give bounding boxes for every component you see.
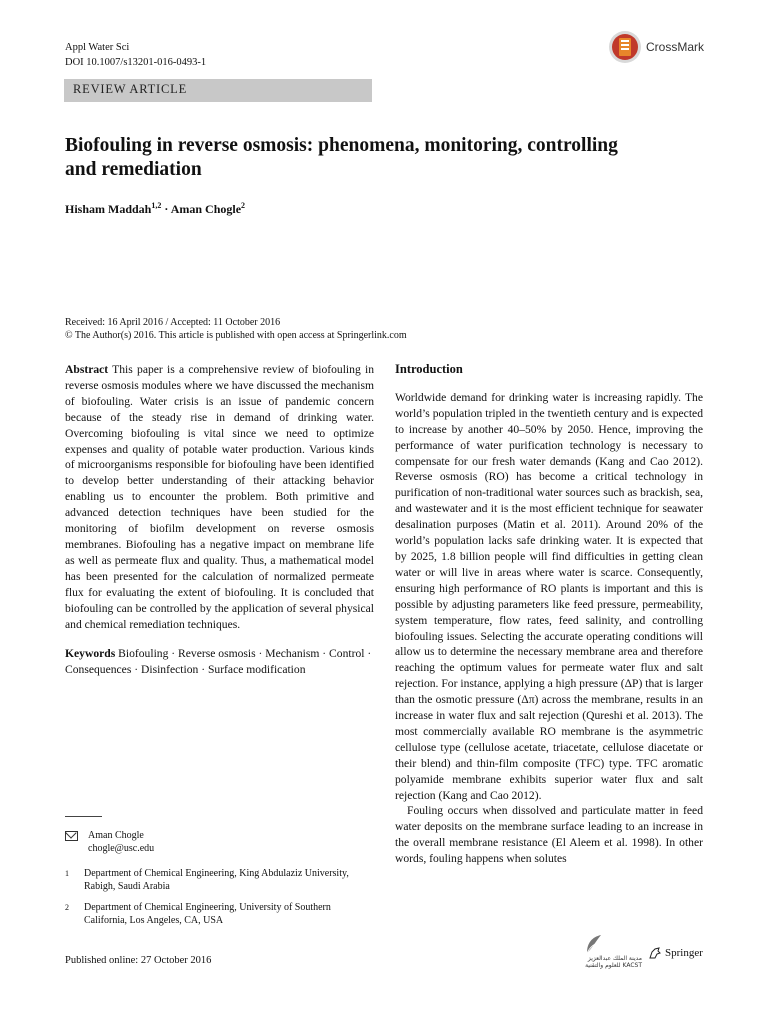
keywords-label: Keywords — [65, 647, 116, 661]
correspondence-email[interactable]: chogle@usc.edu — [88, 843, 155, 854]
crossmark-label: CrossMark — [646, 40, 705, 54]
keywords-text: Biofouling · Reverse osmosis · Mechanism · Control · Consequences · Disinfection · Surface modification — [65, 647, 372, 677]
author-1-affil: 1,2 — [151, 201, 162, 210]
abstract-label: Abstract — [65, 363, 109, 376]
author-separator: · — [161, 202, 171, 216]
crossmark-icon — [608, 30, 642, 64]
correspondence — [65, 829, 154, 855]
author-1[interactable]: Hisham Maddah — [65, 202, 152, 216]
abstract — [65, 362, 374, 632]
affiliation-1 — [65, 867, 354, 893]
journal-name: Appl Water Sci — [65, 42, 130, 53]
kacst-text: مدينة الملك عبدالعزيز للعلوم والتقنية KACST — [585, 955, 642, 969]
crossmark-badge[interactable] — [608, 30, 704, 64]
keywords — [65, 646, 374, 678]
springer-label: Springer — [665, 947, 703, 959]
article-type-bar — [64, 79, 372, 102]
kacst-logo — [582, 933, 642, 969]
license-note: © The Author(s) 2016. This article is published with open access at Springerlink.com — [65, 330, 407, 341]
springer-horse-icon — [648, 946, 662, 960]
correspondence-name: Aman Chogle — [88, 830, 144, 841]
affiliation-number: 2 — [65, 903, 69, 912]
right-column — [395, 362, 703, 867]
left-column — [65, 362, 374, 678]
affiliation-number: 1 — [65, 869, 69, 878]
article-dates — [65, 316, 705, 342]
author-2[interactable]: Aman Chogle — [170, 202, 242, 216]
footnote-divider — [65, 816, 102, 817]
springer-logo — [648, 946, 703, 960]
kacst-leaf-icon — [584, 933, 604, 955]
article-title: Biofouling in reverse osmosis: phenomena, monitoring, controlling and remediation — [65, 135, 618, 180]
affiliation-text: Department of Chemical Engineering, University of Southern California, Los Angeles, CA, USA — [84, 902, 331, 926]
article-type: REVIEW ARTICLE — [73, 82, 188, 96]
doi: DOI 10.1007/s13201-016-0493-1 — [65, 57, 207, 68]
intro-paragraph-2: Fouling occurs when dissolved and particulate matter in feed water deposits on the membrane surface leading to an increase in the overall membrane resistance (El Aleem et al. 1998). In other words, fouling happens when solutes — [395, 804, 703, 866]
envelope-icon — [65, 831, 78, 841]
affiliation-2 — [65, 901, 359, 927]
author-2-affil: 2 — [241, 201, 246, 210]
abstract-text: This paper is a comprehensive review of biofouling in reverse osmosis modules where we have discussed the mechanism of biofouling. Water crisis is an issue of pandemic concern because of the steady rise in demand of drinking water. Overcoming biofouling is vital since we need to optimize expenses and quality of potable water production. Various kinds of microorganisms responsible for biofouling have been identified to develop better understanding of their attacking behavior enabling us to encounter the problem. Both primitive and advanced detection techniques have been studied for the monitoring of biofilm development on reverse osmosis membranes. Biofouling has a negative impact on membrane life as well as permeate flux and quality. Thus, a mathematical model has been presented for the calculation of normalized permeate flux for evaluating the extent of biofouling. It is concluded that biofouling can be controlled by the application of several physical and chemical remediation techniques. — [65, 363, 374, 631]
received-accepted: Received: 16 April 2016 / Accepted: 11 October 2016 — [65, 317, 281, 328]
published-online: Published online: 27 October 2016 — [65, 955, 212, 966]
section-heading: Introduction — [395, 362, 463, 376]
journal-header — [65, 40, 206, 70]
author-list — [65, 201, 245, 217]
affiliation-text: Department of Chemical Engineering, King Abdulaziz University, Rabigh, Saudi Arabia — [84, 868, 349, 892]
intro-paragraph-1: Worldwide demand for drinking water is increasing rapidly. The world’s population tripled in the twentieth century and is expected to increase by another 40–50% by 2050. Hence, improving the performance of water purification technology is necessary to compensate for our fresh water demands (Kang and Cao 2012). Reverse osmosis (RO) has become a critical technology in purification of non-traditional water sources such as brackish, sea, and wastewater and it is the most efficient technique for seawater desalination purposes (Matin et al. 2011). Around 20% of the world’s population lacks safe drinking water. It is expected that by 2025, 1.8 billion people will find difficulties in getting clean water or will live in areas where water is scarce. Consequently, ensuring high performance of RO plants is important and this is possible by adjusting parameters like feed pressure, permeability, system temperature, flow rates, feed salinity, and controlling biofouling issues. Selecting the accurate operating conditions will allow us to determine the necessary membrane area and therefore reaching the optimum values for permeate water flux and salt rejection. For instance, applying a high pressure (ΔP) that is larger than the osmotic pressure (Δπ) across the membrane, results in an increase in water flux and salt rejection (Qureshi et al. 2013). The most commercially available RO membrane is the asymmetric cellulose type (cellulose acetate, triacetate, cellulose diacetate or their blend) and thin-film composite (TFC) type. TFC aromatic polyamide membrane exhibits superior water flux and salt rejection (Kang and Cao 2012). — [395, 390, 703, 802]
